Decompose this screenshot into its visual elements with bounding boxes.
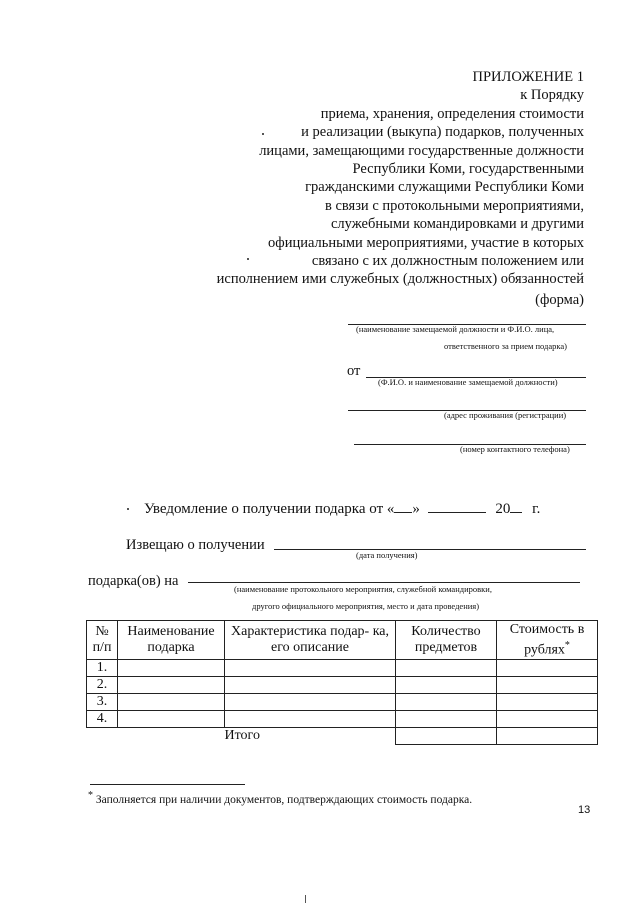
table-cell[interactable] bbox=[225, 694, 396, 711]
table-cell[interactable] bbox=[225, 660, 396, 677]
table-cell[interactable] bbox=[497, 711, 598, 728]
scan-speck bbox=[305, 895, 306, 903]
row-number: 1. bbox=[87, 660, 118, 677]
header-line-10: связано с их должностным положением или bbox=[311, 253, 584, 270]
header-line-2: приема, хранения, определения стоимости bbox=[320, 105, 584, 122]
table-cell[interactable] bbox=[396, 711, 497, 728]
appendix-header bbox=[164, 68, 584, 289]
table-row bbox=[87, 694, 598, 711]
month-blank bbox=[428, 498, 486, 513]
year-blank bbox=[510, 498, 522, 513]
table-cell[interactable] bbox=[396, 694, 497, 711]
header-cost-label: Стоимость в рублях bbox=[509, 621, 585, 658]
footnote-divider bbox=[90, 784, 245, 785]
total-row bbox=[87, 728, 598, 745]
header-cost bbox=[497, 621, 598, 660]
header-line-11: исполнением ими служебных (должностных) обязанностей bbox=[216, 271, 584, 288]
table-cell[interactable] bbox=[396, 677, 497, 694]
gifts-label: подарка(ов) на bbox=[88, 573, 179, 589]
position-caption-1: (наименование замещаемой должности и Ф.И.О. лица, bbox=[356, 324, 555, 334]
table-cell[interactable] bbox=[225, 711, 396, 728]
table-row bbox=[87, 677, 598, 694]
header-line-5: Республики Коми, государственными bbox=[352, 161, 584, 178]
date-caption: (дата получения) bbox=[356, 550, 418, 560]
table-header-row bbox=[87, 621, 598, 660]
total-label: Итого bbox=[224, 728, 260, 744]
scan-speck bbox=[262, 133, 264, 135]
event-caption-2: другого официального мероприятия, место и дата проведения) bbox=[252, 601, 480, 611]
address-caption: (адрес проживания (регистрации) bbox=[444, 410, 567, 420]
year-prefix: 20 bbox=[495, 501, 511, 517]
day-blank bbox=[394, 498, 412, 513]
header-description: Характеристика подар- ка, его описание bbox=[225, 621, 396, 660]
scan-speck bbox=[247, 258, 249, 260]
header-line-7: в связи с протокольными мероприятиями, bbox=[324, 197, 584, 214]
table-cell[interactable] bbox=[118, 677, 225, 694]
total-cost-cell[interactable] bbox=[497, 728, 598, 745]
table-cell[interactable] bbox=[225, 677, 396, 694]
header-name: Наименование подарка bbox=[118, 621, 225, 660]
footnote-text: Заполняется при наличии документов, подтверждающих стоимость подарка. bbox=[95, 793, 473, 806]
notice-title-prefix: Уведомление о получении подарка от « bbox=[144, 501, 395, 517]
position-caption-2: ответственного за прием подарка) bbox=[444, 341, 568, 351]
notice-title bbox=[144, 498, 540, 518]
footnote-marker: * bbox=[88, 790, 93, 801]
total-quantity-cell[interactable] bbox=[396, 728, 497, 745]
header-number: № п/п bbox=[87, 621, 118, 660]
row-number: 3. bbox=[87, 694, 118, 711]
page-number: 13 bbox=[578, 804, 591, 816]
form-label: (форма) bbox=[535, 292, 584, 308]
table-cell[interactable] bbox=[497, 660, 598, 677]
header-line-6: гражданскими служащими Республики Коми bbox=[305, 179, 584, 196]
inform-label: Извещаю о получении bbox=[126, 537, 265, 553]
empty-cell bbox=[87, 728, 118, 745]
header-line-9: официальными мероприятиями, участие в которых bbox=[268, 234, 584, 251]
row-number: 2. bbox=[87, 677, 118, 694]
table-row bbox=[87, 711, 598, 728]
gifts-table bbox=[86, 620, 598, 745]
appendix-title: ПРИЛОЖЕНИЕ 1 bbox=[472, 69, 584, 85]
from-label: от bbox=[347, 363, 361, 379]
header-line-3: и реализации (выкупа) подарков, полученных bbox=[301, 124, 584, 141]
empty-cell bbox=[118, 728, 225, 745]
table-cell[interactable] bbox=[396, 660, 497, 677]
table-cell[interactable] bbox=[497, 677, 598, 694]
event-field-line bbox=[188, 582, 580, 583]
from-caption: (Ф.И.О. и наименование замещаемой должности) bbox=[378, 377, 558, 387]
header-quantity: Количество предметов bbox=[396, 621, 497, 660]
date-field-line bbox=[274, 549, 586, 550]
header-line-1: к Порядку bbox=[520, 87, 584, 104]
notice-title-mid: » bbox=[412, 501, 420, 517]
phone-caption: (номер контактного телефона) bbox=[460, 444, 570, 454]
table-row bbox=[87, 660, 598, 677]
event-caption-1: (наименование протокольного мероприятия, служебной командировки, bbox=[234, 584, 492, 594]
row-number: 4. bbox=[87, 711, 118, 728]
table-cell[interactable] bbox=[118, 694, 225, 711]
footnote bbox=[88, 790, 472, 806]
header-line-8: служебными командировками и другими bbox=[330, 216, 584, 233]
year-suffix: г. bbox=[532, 501, 541, 517]
table-cell[interactable] bbox=[118, 711, 225, 728]
table-cell[interactable] bbox=[497, 694, 598, 711]
cost-footnote-marker: * bbox=[564, 639, 570, 651]
scan-speck bbox=[127, 508, 129, 510]
table-cell[interactable] bbox=[118, 660, 225, 677]
header-line-4: лицами, замещающими государственные должности bbox=[259, 142, 584, 159]
